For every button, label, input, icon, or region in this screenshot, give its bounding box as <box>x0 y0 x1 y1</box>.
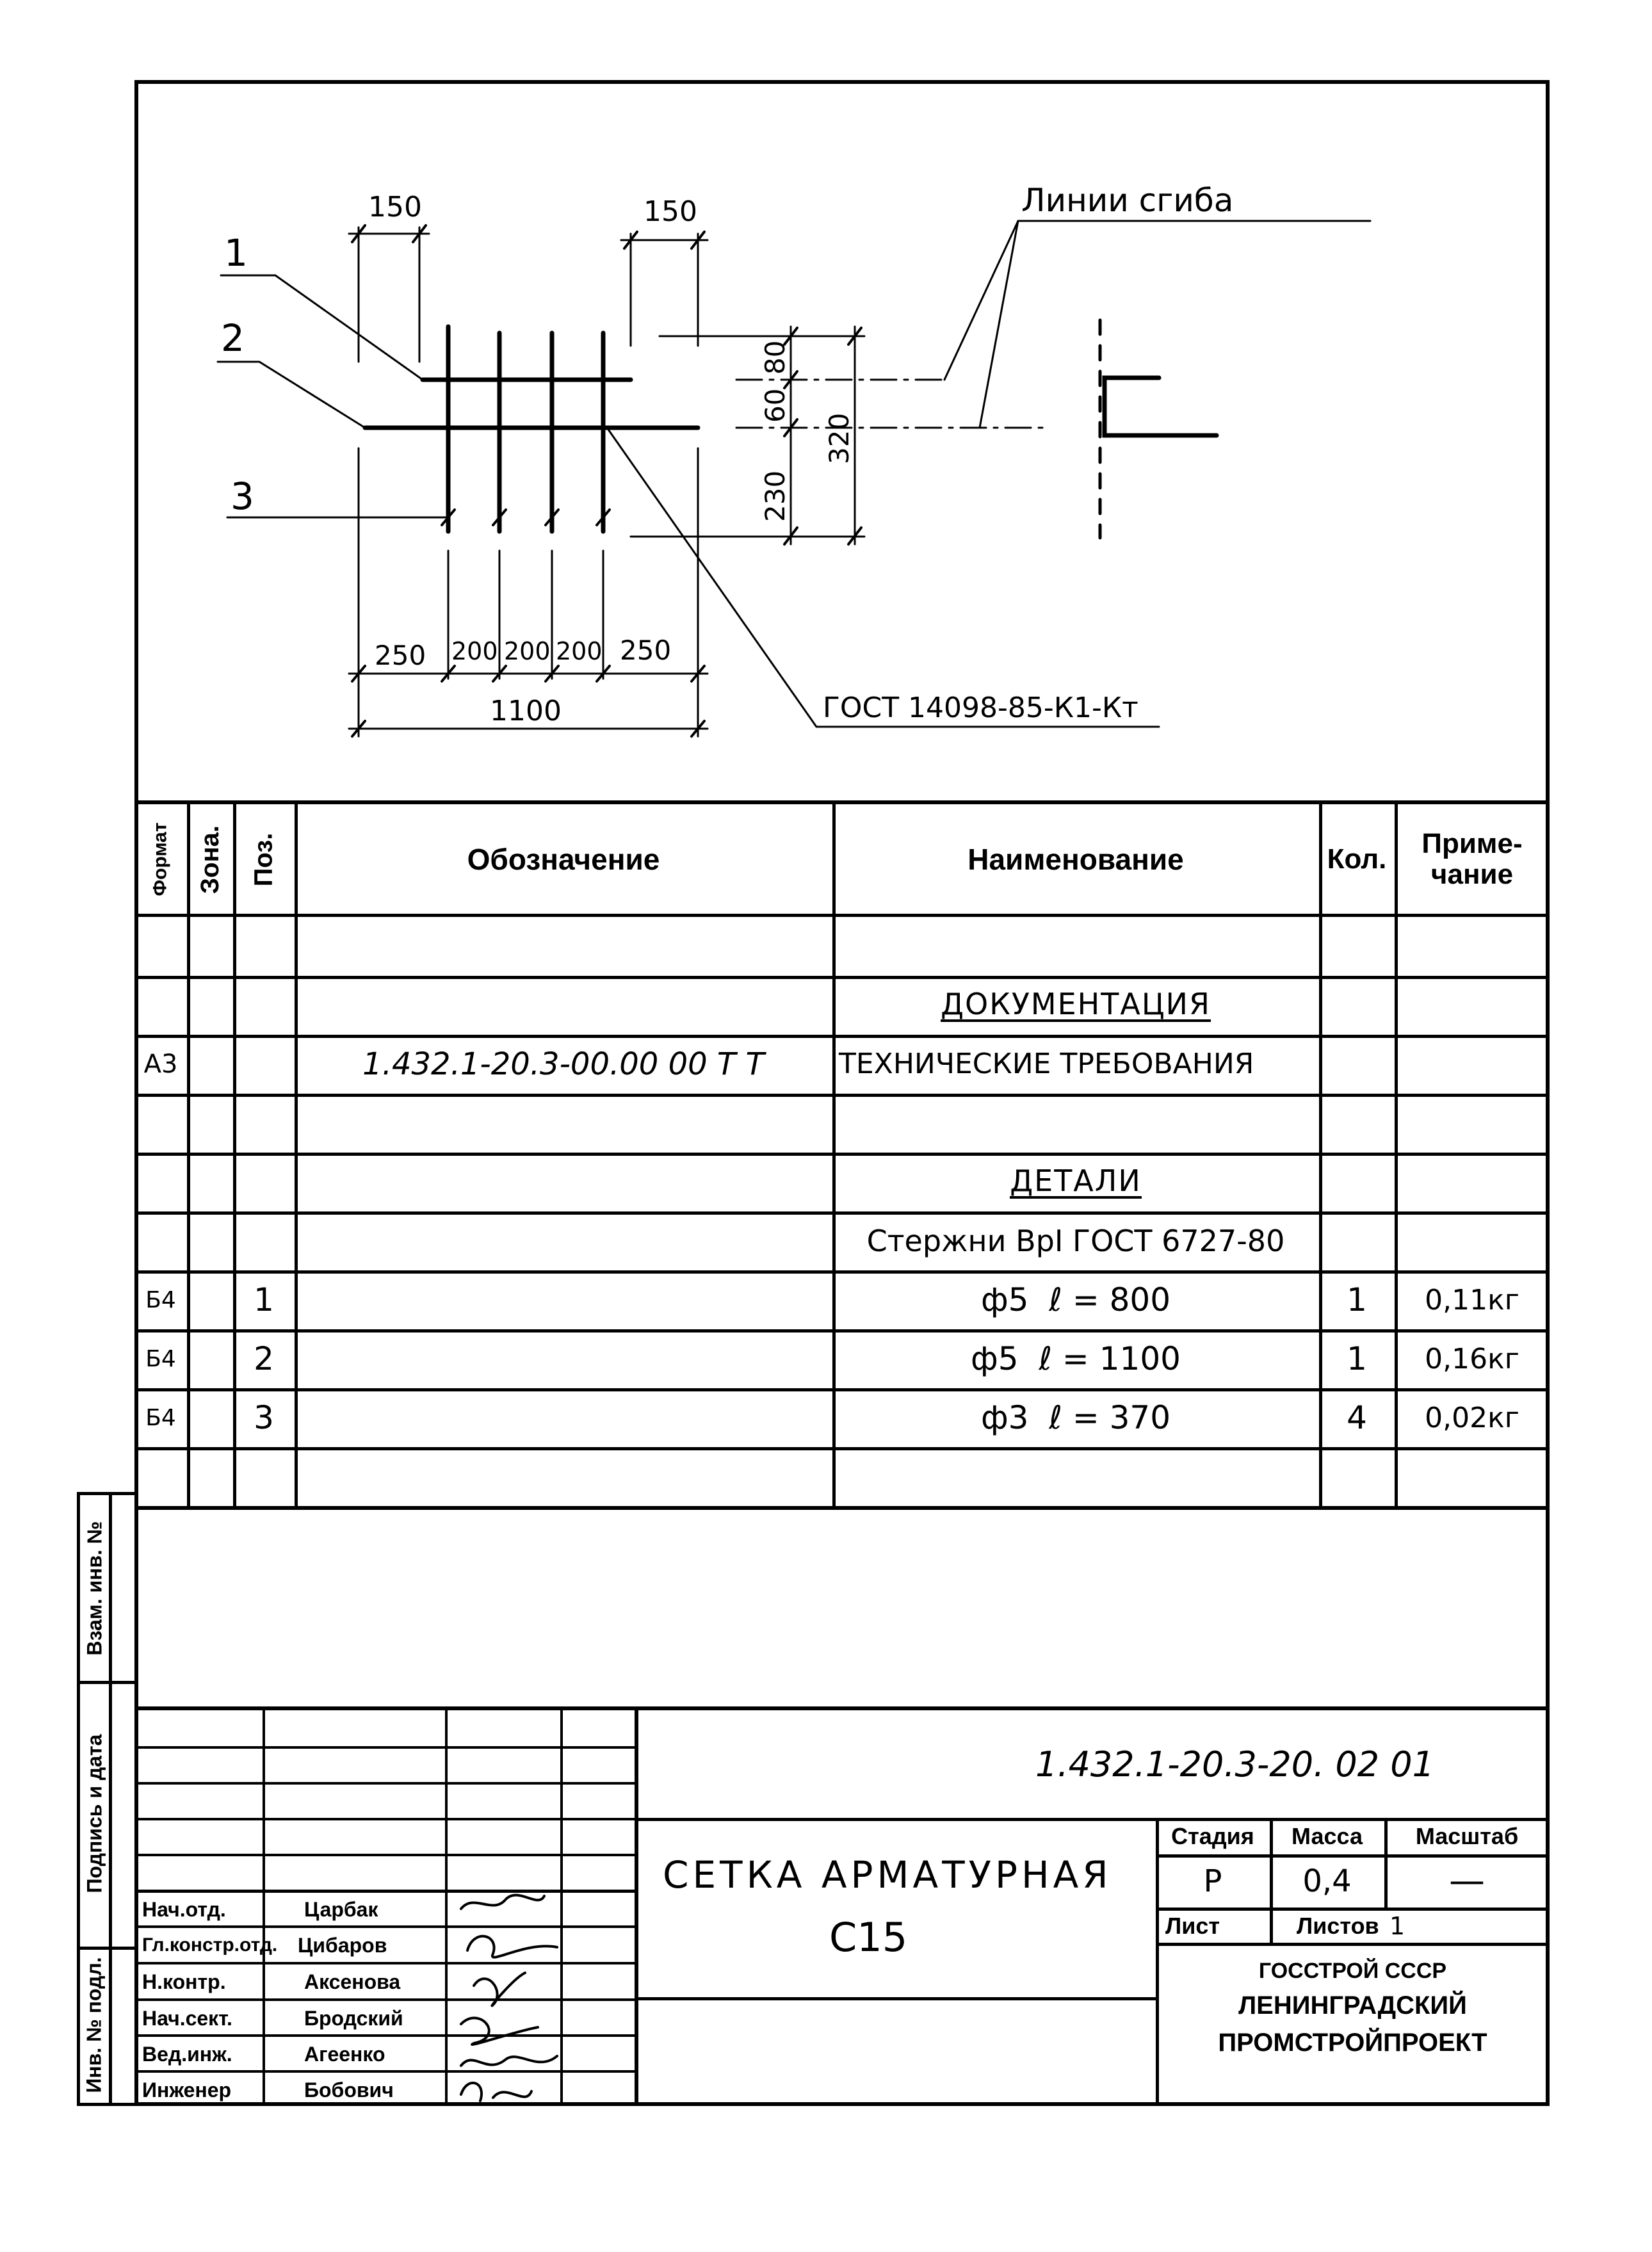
row7-format: Б4 <box>145 1345 176 1372</box>
signatures <box>448 1890 563 2106</box>
row2-name: ТЕХНИЧЕСКИЕ ТРЕБОВАНИЯ <box>839 1048 1254 1080</box>
dim-top-right: 150 <box>644 195 697 228</box>
dim-250-right: 250 <box>620 635 672 666</box>
name-engineer: Бобович <box>304 2078 394 2102</box>
col-line <box>233 804 236 1506</box>
role-chief-designer: Гл.констр.отд. <box>142 1934 278 1956</box>
mesh-drawing <box>0 0 1652 794</box>
role-head-dept: Нач.отд. <box>142 1898 226 1921</box>
col-line <box>1395 804 1398 1506</box>
row5-name: Стержни ВрI ГОСТ 6727-80 <box>866 1224 1285 1258</box>
row8-format: Б4 <box>145 1404 176 1431</box>
row6-format: Б4 <box>145 1286 176 1313</box>
pos-label-1: 1 <box>224 231 248 275</box>
side-label-original-inv: Инв. № подл. <box>83 1957 106 2093</box>
dim-230: 230 <box>759 470 791 522</box>
col-line <box>187 804 190 1506</box>
spec-row-details: ДЕТАЛИ <box>1010 1163 1142 1198</box>
spec-table <box>134 800 1550 1511</box>
name-head-sector: Бродский <box>304 2007 403 2030</box>
gost-label: ГОСТ 14098-85-К1-Кт <box>823 692 1138 724</box>
signature-grid <box>134 1710 637 2106</box>
role-head-sector: Нач.сект. <box>142 2007 232 2030</box>
row7-pos: 2 <box>254 1340 274 1377</box>
row7-note: 0,16кг <box>1425 1342 1519 1375</box>
title-line1: СЕТКА АРМАТУРНАЯ <box>663 1853 1112 1897</box>
side-label-replace-inv: Взам. инв. № <box>83 1521 106 1655</box>
org-line3: ПРОМСТРОЙПРОЕКТ <box>1218 2028 1487 2057</box>
name-chief-designer: Цибаров <box>298 1934 387 1957</box>
sheets-value: 1 <box>1389 1912 1405 1940</box>
name-lead-engineer: Агеенко <box>304 2043 385 2066</box>
name-norm-control: Аксенова <box>304 1970 401 1993</box>
side-label-signature-date: Подпись и дата <box>83 1734 106 1893</box>
row8-note: 0,02кг <box>1425 1401 1519 1434</box>
pos-label-3: 3 <box>231 474 254 518</box>
header-zone: Зона. <box>195 825 224 894</box>
row6-note: 0,11кг <box>1425 1283 1519 1316</box>
org-line2: ЛЕНИНГРАДСКИЙ <box>1238 1991 1467 2020</box>
scale-label: Масштаб <box>1415 1822 1519 1849</box>
row8-pos: 3 <box>254 1399 274 1436</box>
spec-body <box>134 917 1550 1506</box>
row8-name: ф3 ℓ = 370 <box>980 1399 1171 1436</box>
row8-qty: 4 <box>1347 1399 1367 1436</box>
bend-lines-label: Линии сгиба <box>1021 182 1234 219</box>
dim-60: 60 <box>759 388 791 423</box>
stage-label: Стадия <box>1171 1822 1254 1849</box>
role-engineer: Инженер <box>142 2078 232 2102</box>
scale-value: — <box>1449 1860 1485 1902</box>
name-head-dept: Царбак <box>304 1898 378 1921</box>
header-note: Приме- чание <box>1421 827 1523 890</box>
role-norm-control: Н.контр. <box>142 1970 226 1993</box>
title-block <box>134 1706 1550 2106</box>
header-format: Формат <box>150 822 172 896</box>
row7-name: ф5 ℓ = 1100 <box>971 1340 1181 1377</box>
row6-qty: 1 <box>1347 1281 1367 1318</box>
title-line2: С15 <box>829 1914 908 1961</box>
role-lead-engineer: Вед.инж. <box>142 2043 232 2066</box>
row2-format: А3 <box>143 1049 178 1079</box>
header-designation: Обозначение <box>467 843 660 876</box>
dim-80: 80 <box>759 340 791 375</box>
dim-250-left: 250 <box>375 640 426 671</box>
org-line1: ГОССТРОЙ СССР <box>1258 1958 1447 1983</box>
col-line <box>832 804 836 1506</box>
row6-name: ф5 ℓ = 800 <box>980 1281 1171 1318</box>
mass-label: Масса <box>1292 1822 1363 1849</box>
spec-header <box>134 804 1550 917</box>
header-name: Наименование <box>968 843 1184 876</box>
header-pos: Поз. <box>249 832 278 886</box>
sheets-label: Листов <box>1297 1913 1379 1939</box>
doc-code: 1.432.1-20.3-20. 02 01 <box>1035 1744 1434 1785</box>
dim-320: 320 <box>823 412 855 464</box>
col-line <box>1319 804 1322 1506</box>
dim-top-left: 150 <box>368 191 422 223</box>
col-line <box>295 804 298 1506</box>
spec-row-documentation: ДОКУМЕНТАЦИЯ <box>941 986 1211 1021</box>
mass-value: 0,4 <box>1302 1863 1352 1899</box>
dim-200-b: 200 <box>504 637 551 665</box>
row7-qty: 1 <box>1347 1340 1367 1377</box>
row2-designation: 1.432.1-20.3-00.00 00 Т Т <box>362 1046 765 1082</box>
header-qty: Кол. <box>1327 843 1387 875</box>
sheet-label: Лист <box>1165 1913 1220 1939</box>
row6-pos: 1 <box>254 1281 274 1318</box>
stage-value: Р <box>1203 1863 1222 1899</box>
side-stamp <box>77 1492 138 2106</box>
pos-label-2: 2 <box>221 316 245 360</box>
dim-total: 1100 <box>490 695 562 727</box>
dim-200-a: 200 <box>451 637 498 665</box>
title-cell <box>637 1818 1156 1997</box>
dim-200-c: 200 <box>556 637 603 665</box>
title-right <box>637 1710 1550 2106</box>
